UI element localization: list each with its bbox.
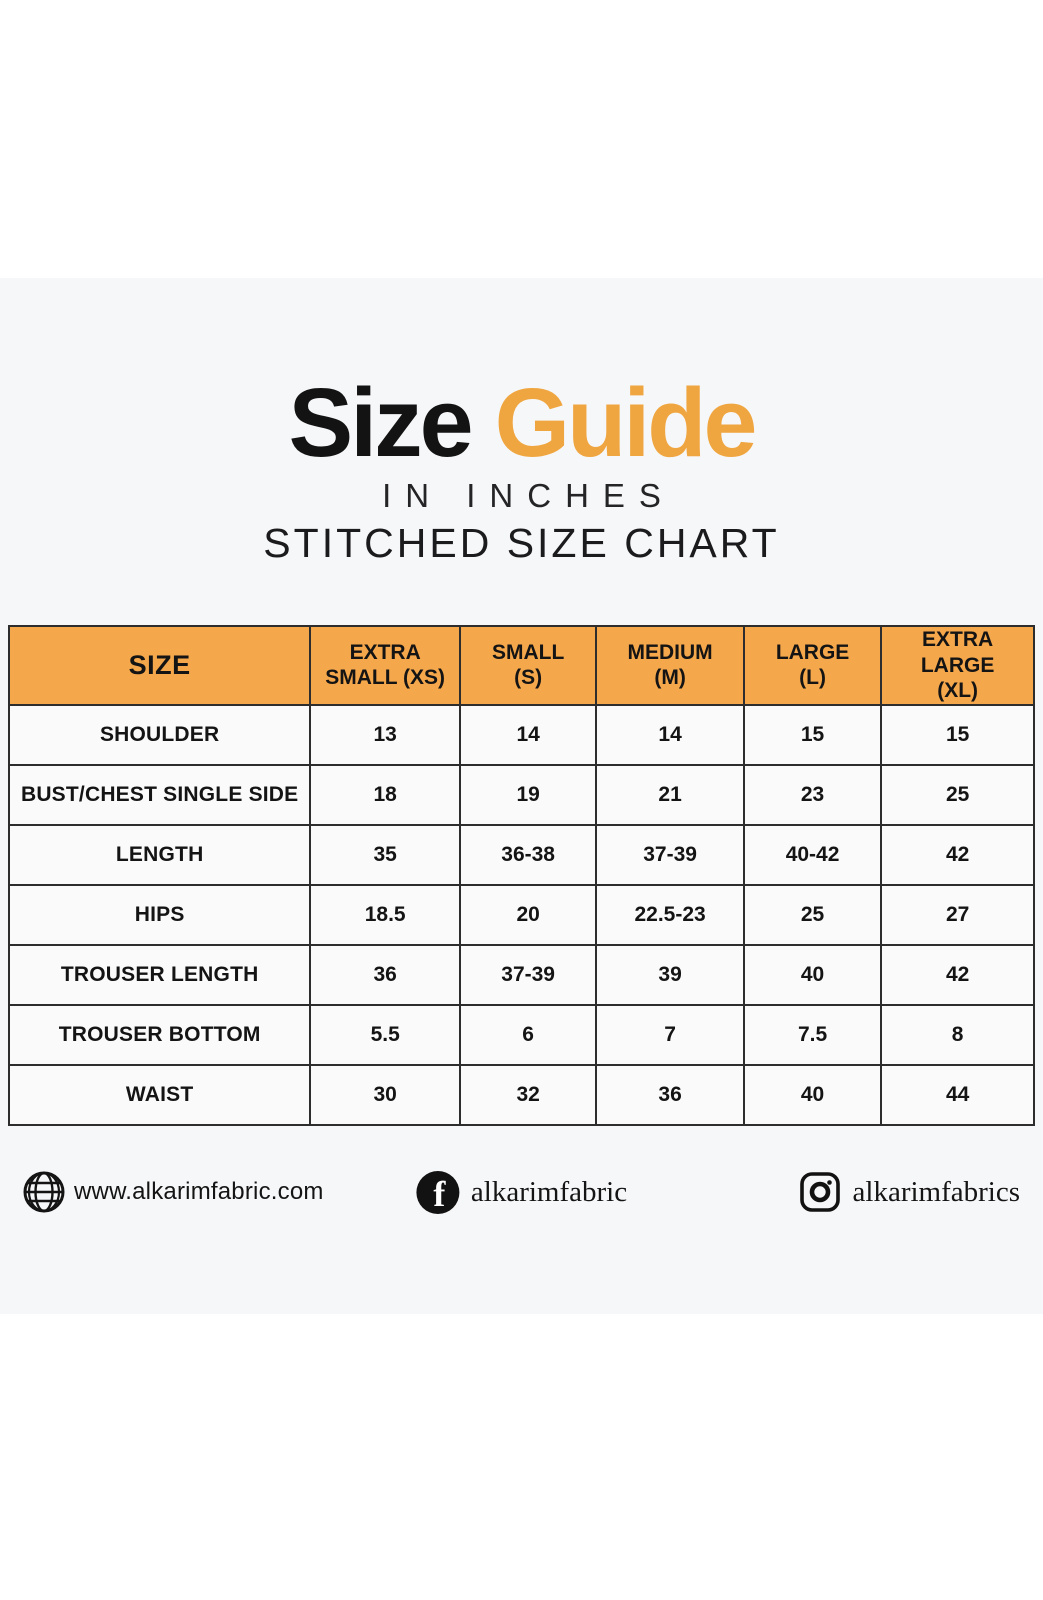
- subtitle-in-inches: IN INCHES: [382, 477, 675, 514]
- table-row: [9, 1065, 1034, 1125]
- table-row: [9, 945, 1034, 1005]
- cell-value: 15: [881, 705, 1034, 765]
- size-chart-table: [8, 625, 1035, 1126]
- globe-icon: [22, 1170, 66, 1214]
- cell-value: 25: [744, 885, 881, 945]
- instagram-icon: [799, 1171, 841, 1213]
- cell-value: 21: [596, 765, 744, 825]
- cell-value: 6: [460, 1005, 596, 1065]
- header-extra-small: EXTRA SMALL (XS): [310, 626, 460, 705]
- cell-value: 42: [881, 825, 1034, 885]
- header-large: LARGE (L): [744, 626, 881, 705]
- cell-value: 19: [460, 765, 596, 825]
- cell-value: 15: [744, 705, 881, 765]
- cell-value: 36: [596, 1065, 744, 1125]
- cell-value: 44: [881, 1065, 1034, 1125]
- cell-value: 37-39: [596, 825, 744, 885]
- cell-value: 14: [596, 705, 744, 765]
- header-size: SIZE: [9, 626, 310, 705]
- row-label-hips: HIPS: [9, 885, 310, 945]
- size-guide-panel: [0, 278, 1043, 1314]
- header-extra-large: EXTRA LARGE (XL): [881, 626, 1034, 705]
- cell-value: 25: [881, 765, 1034, 825]
- footer-website: [22, 1166, 324, 1218]
- row-label-shoulder: SHOULDER: [9, 705, 310, 765]
- row-label-bust-chest: BUST/CHEST SINGLE SIDE: [9, 765, 310, 825]
- table-header-row: [9, 626, 1034, 705]
- table-row: [9, 705, 1034, 765]
- footer-facebook: [416, 1166, 627, 1218]
- cell-value: 18.5: [310, 885, 460, 945]
- cell-value: 32: [460, 1065, 596, 1125]
- cell-value: 5.5: [310, 1005, 460, 1065]
- row-label-trouser-bottom: TROUSER BOTTOM: [9, 1005, 310, 1065]
- cell-value: 37-39: [460, 945, 596, 1005]
- cell-value: 22.5-23: [596, 885, 744, 945]
- table-row: [9, 1005, 1034, 1065]
- cell-value: 7: [596, 1005, 744, 1065]
- footer-instagram: [799, 1166, 1020, 1218]
- cell-value: 30: [310, 1065, 460, 1125]
- title-word-guide: Guide: [494, 368, 755, 477]
- cell-value: 35: [310, 825, 460, 885]
- cell-value: 36: [310, 945, 460, 1005]
- header-small: SMALL (S): [460, 626, 596, 705]
- page-title: [0, 368, 1043, 477]
- cell-value: 36-38: [460, 825, 596, 885]
- footer: [0, 1166, 1043, 1218]
- cell-value: 18: [310, 765, 460, 825]
- cell-value: 8: [881, 1005, 1034, 1065]
- row-label-waist: WAIST: [9, 1065, 310, 1125]
- facebook-handle: alkarimfabric: [470, 1175, 628, 1208]
- header-medium: MEDIUM (M): [596, 626, 744, 705]
- website-url: www.alkarimfabric.com: [74, 1178, 324, 1205]
- facebook-icon: f: [416, 1171, 459, 1214]
- table-row: [9, 825, 1034, 885]
- cell-value: 13: [310, 705, 460, 765]
- cell-value: 14: [460, 705, 596, 765]
- cell-value: 23: [744, 765, 881, 825]
- cell-value: 40-42: [744, 825, 881, 885]
- cell-value: 7.5: [744, 1005, 881, 1065]
- cell-value: 27: [881, 885, 1034, 945]
- cell-value: 40: [744, 1065, 881, 1125]
- cell-value: 20: [460, 885, 596, 945]
- table-row: [9, 885, 1034, 945]
- title-word-size: Size: [288, 368, 471, 477]
- cell-value: 42: [881, 945, 1034, 1005]
- subtitle-stitched-size-chart: STITCHED SIZE CHART: [263, 520, 780, 566]
- row-label-length: LENGTH: [9, 825, 310, 885]
- row-label-trouser-length: TROUSER LENGTH: [9, 945, 310, 1005]
- cell-value: 39: [596, 945, 744, 1005]
- cell-value: 40: [744, 945, 881, 1005]
- instagram-handle: alkarimfabrics: [852, 1175, 1020, 1208]
- table-row: [9, 765, 1034, 825]
